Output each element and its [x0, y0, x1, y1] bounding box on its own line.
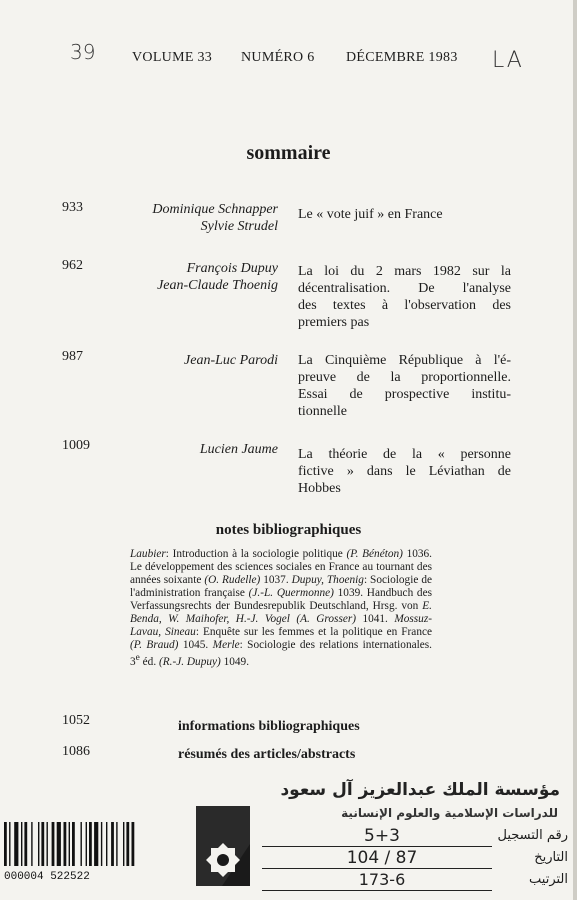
author-name: François Dupuy	[186, 261, 278, 276]
article-title-line: La Cinquième République à l'é-	[298, 353, 511, 368]
note-reference-italic: Mossuz-Lavau, Sineau	[130, 613, 432, 638]
section-title: résumés des articles/abstracts	[178, 747, 356, 762]
article-title-line: Le « vote juif » en France	[298, 207, 443, 222]
stamp-registration-number: 5+3	[364, 826, 400, 846]
section-page-number: 1086	[62, 744, 90, 759]
notes-heading: notes bibliographiques	[215, 522, 362, 538]
author-name: Lucien Jaume	[199, 442, 278, 457]
handwritten-number: 39	[70, 40, 96, 64]
article-title-line: fictive » dans le Léviathan de	[298, 464, 511, 479]
article-title	[298, 206, 511, 223]
article-title-line: La loi du 2 mars 1982 sur la	[298, 264, 511, 279]
issue-date: DÉCEMBRE 1983	[346, 50, 458, 65]
author-name: Jean-Claude Thoenig	[157, 278, 278, 293]
note-reference-italic: (R.-J. Dupuy)	[158, 655, 221, 668]
handwritten-mark: LA	[492, 48, 524, 73]
note-reference-italic: (J.-L. Quermonne)	[248, 587, 334, 599]
note-reference-italic: E. Benda, W. Maihofer, H.-J. Vogel (A. Grosser)	[130, 600, 432, 625]
article-title	[298, 446, 511, 497]
note-text: 1045.	[178, 639, 213, 651]
note-text: : Introduction à la sociologie politique	[165, 548, 347, 560]
stamp-institution-name: مؤسسة الملك عبدالعزيز آل سعود	[280, 780, 560, 800]
author-name: Dominique Schnapper	[152, 202, 278, 217]
library-stamp	[232, 776, 572, 900]
section-title: informations bibliographiques	[178, 719, 360, 734]
note-reference-italic: (P. Bénéton)	[346, 548, 403, 560]
note-text: 1039. Handbuch des Verfassungsrechts der Bundesrepublik Deutschland, Hrsg. von	[130, 587, 432, 612]
stamp-classification-value: 173-6	[358, 870, 406, 889]
note-text: éd.	[139, 655, 159, 668]
stamp-date-value: 104 / 87	[346, 848, 418, 868]
note-text: 1036. Le développement des sciences sociales en France au tournant des années soixante	[130, 548, 432, 586]
section-page-number: 1052	[62, 713, 90, 728]
author-name: Jean-Luc Parodi	[184, 353, 278, 368]
note-text: 1037.	[260, 574, 292, 586]
stamp-label-classification: الترتيب	[529, 872, 568, 887]
stamp-label-date: التاريخ	[534, 850, 568, 865]
note-text: : Enquête sur les femmes et la politique en France	[195, 626, 432, 638]
stamp-label-registration: رقم التسجيل	[497, 828, 568, 843]
note-text: e	[135, 653, 140, 663]
stamp-rule	[262, 890, 492, 891]
article-authors	[110, 260, 278, 294]
article-page-number: 962	[62, 258, 83, 273]
note-reference-italic: (P. Braud)	[130, 639, 179, 651]
note-reference-italic: Laubier	[130, 548, 166, 560]
note-text: : Sociologie de l'administration française	[130, 574, 432, 599]
article-page-number: 987	[62, 349, 83, 364]
article-title-line: La théorie de la « personne	[298, 447, 511, 462]
article-title-line: Hobbes	[298, 481, 341, 496]
barcode-digits: 000004 522522	[4, 871, 90, 882]
article-authors	[110, 201, 278, 235]
stamp-rule	[262, 846, 492, 847]
notes-body	[130, 548, 432, 669]
article-title	[298, 352, 511, 420]
stamp-institution-subtitle: للدراسات الإسلامية والعلوم الإنسانية	[341, 806, 558, 820]
article-authors	[110, 441, 278, 458]
barcode-graphic	[2, 820, 180, 882]
article-page-number: 933	[62, 200, 83, 215]
note-reference-italic: Dupuy, Thoenig	[291, 574, 364, 586]
volume-label: VOLUME 33	[132, 50, 213, 65]
article-title	[298, 263, 511, 331]
page-title: sommaire	[246, 142, 331, 164]
barcode	[2, 820, 180, 882]
stamp-rule	[262, 868, 492, 869]
article-title-line: des textes à l'observation des	[298, 298, 511, 313]
author-name: Sylvie Strudel	[200, 219, 278, 234]
note-reference-italic: Merle	[212, 639, 240, 651]
article-title-line: tionnelle	[298, 404, 347, 419]
article-title-line: Essai de prospective institu-	[298, 387, 511, 402]
article-title-line: preuve de la proportionnelle.	[298, 370, 511, 385]
article-page-number: 1009	[62, 438, 90, 453]
page-edge	[573, 0, 577, 900]
issue-number: NUMÉRO 6	[241, 50, 315, 65]
note-text: 1049.	[220, 655, 250, 668]
note-reference-italic: (O. Rudelle)	[204, 574, 261, 586]
article-title-line: décentralisation. De l'analyse	[298, 281, 511, 296]
article-title-line: premiers pas	[298, 315, 370, 330]
note-text: : Sociologie des relations internationales. 3	[130, 639, 432, 668]
note-text: 1041.	[356, 613, 395, 625]
article-authors	[110, 352, 278, 369]
